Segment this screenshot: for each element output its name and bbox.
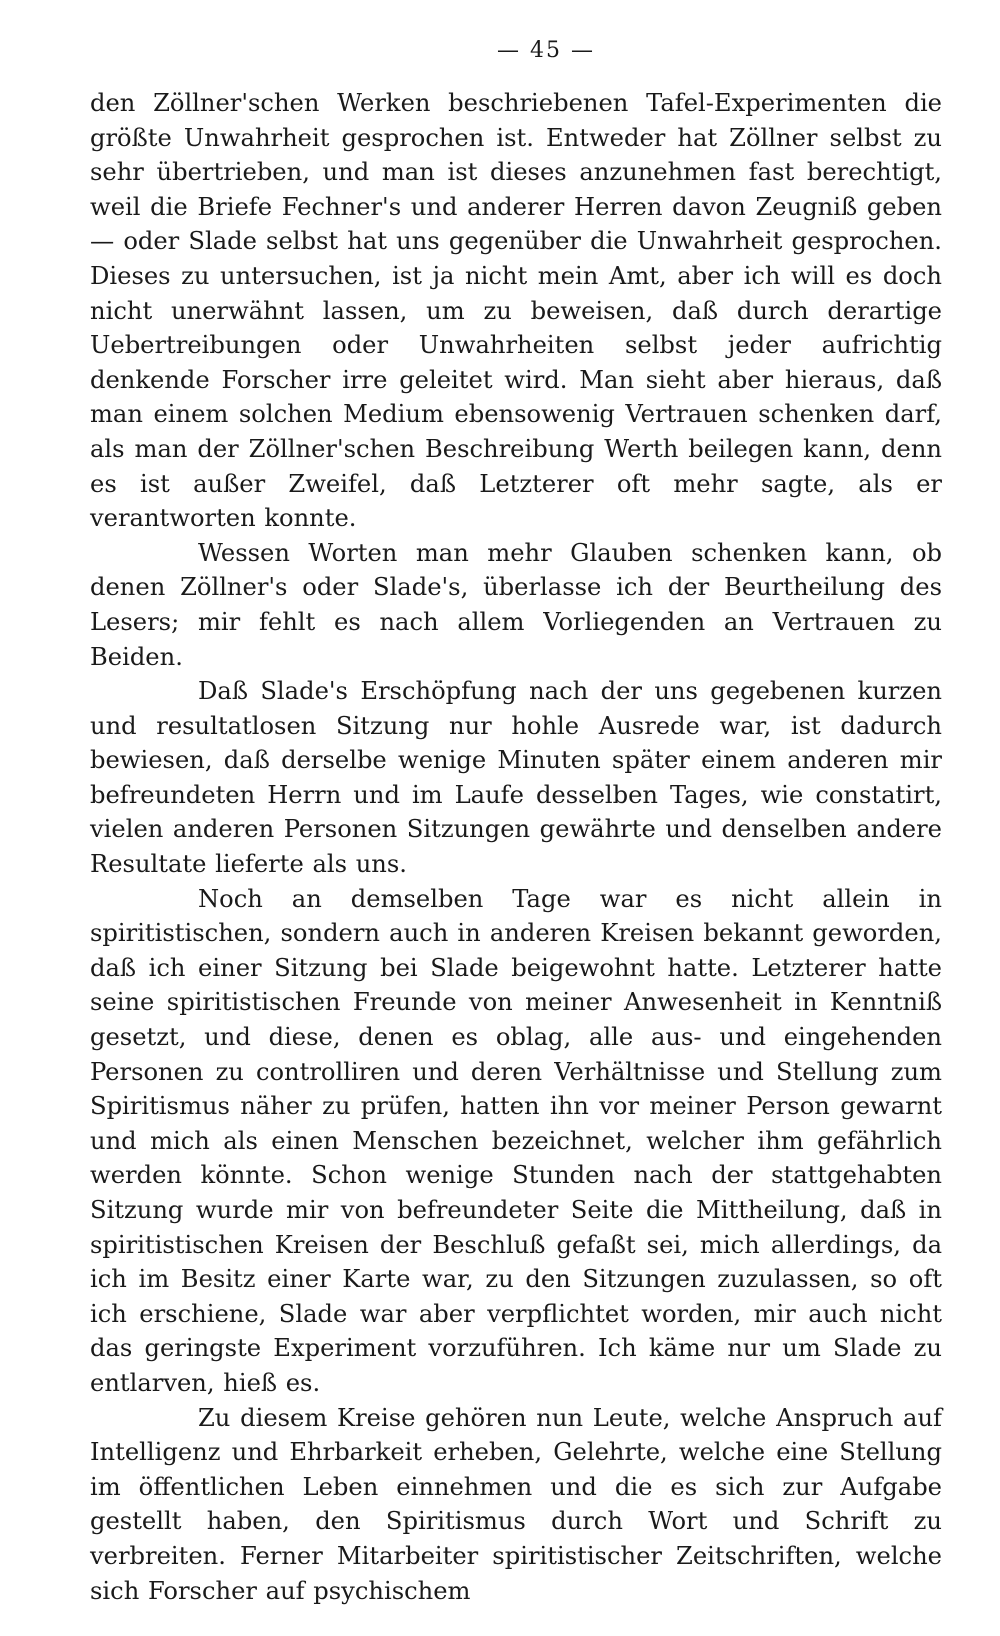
paragraph-3: Daß Slade's Erschöpfung nach der uns gegebenen kurzen und resultatlosen Sitzung nur hohle Ausrede war, ist dadurch bewiesen, daß derselbe wenige Minuten später einem anderen mir befreundeten Herrn und im Laufe desselben Tages, wie constatirt, vielen anderen Personen Sitzungen gewährte und denselben andere Resultate lieferte als uns.	[90, 677, 942, 879]
body-text	[90, 86, 942, 1608]
page-number: — 45 —	[497, 38, 595, 63]
paragraph-1: den Zöllner'schen Werken beschriebenen Tafel-Experimenten die größte Unwahrheit gesprochen ist. Entweder hat Zöllner selbst zu sehr übertrieben, und man ist dieses anzunehmen fast berechtigt, weil die Briefe Fechner's und anderer Herren davon Zeugniß geben — oder Slade selbst hat uns gegenüber die Unwahrheit gesprochen. Dieses zu untersuchen, ist ja nicht mein Amt, aber ich will es doch nicht unerwähnt lassen, um zu beweisen, daß durch derartige Uebertreibungen oder Unwahrheiten selbst jeder aufrichtig denkende Forscher irre geleitet wird. Man sieht aber hieraus, daß man einem solchen Medium ebensowenig Vertrauen schenken darf, als man der Zöllner'schen Beschreibung Werth beilegen kann, denn es ist außer Zweifel, daß Letzterer oft mehr sagte, als er verantworten konnte.	[90, 89, 942, 533]
paragraph-4: Noch an demselben Tage war es nicht allein in spiritistischen, sondern auch in anderen Kreisen bekannt geworden, daß ich einer Sitzung bei Slade beigewohnt hatte. Letzterer hatte seine spiritistischen Freunde von meiner Anwesenheit in Kenntniß gesetzt, und diese, denen es oblag, alle aus- und eingehenden Personen zu controlliren und deren Verhältnisse und Stellung zum Spiritismus näher zu prüfen, hatten ihn vor meiner Person gewarnt und mich als einen Menschen bezeichnet, welcher ihm gefährlich werden könnte. Schon wenige Stunden nach der stattgehabten Sitzung wurde mir von befreundeter Seite die Mittheilung, daß in spiritistischen Kreisen der Beschluß gefaßt sei, mich allerdings, da ich im Besitz einer Karte war, zu den Sitzungen zuzulassen, so oft ich erschiene, Slade war aber verpflichtet worden, mir auch nicht das geringste Experiment vorzuführen. Ich käme nur um Slade zu entlarven, hieß es.	[90, 884, 942, 1397]
paragraph-2: Wessen Worten man mehr Glauben schenken kann, ob denen Zöllner's oder Slade's, überlasse ich der Beurtheilung des Lesers; mir fehlt es nach allem Vorliegenden an Vertrauen zu Beiden.	[90, 538, 942, 671]
paragraph-5: Zu diesem Kreise gehören nun Leute, welche Anspruch auf Intelligenz und Ehrbarkeit erheben, Gelehrte, welche eine Stellung im öffentlichen Leben einnehmen und die es sich zur Aufgabe gestellt haben, den Spiritismus durch Wort und Schrift zu verbreiten. Ferner Mitarbeiter spiritistischer Zeitschriften, welche sich Forscher auf psychischem	[90, 1403, 942, 1605]
